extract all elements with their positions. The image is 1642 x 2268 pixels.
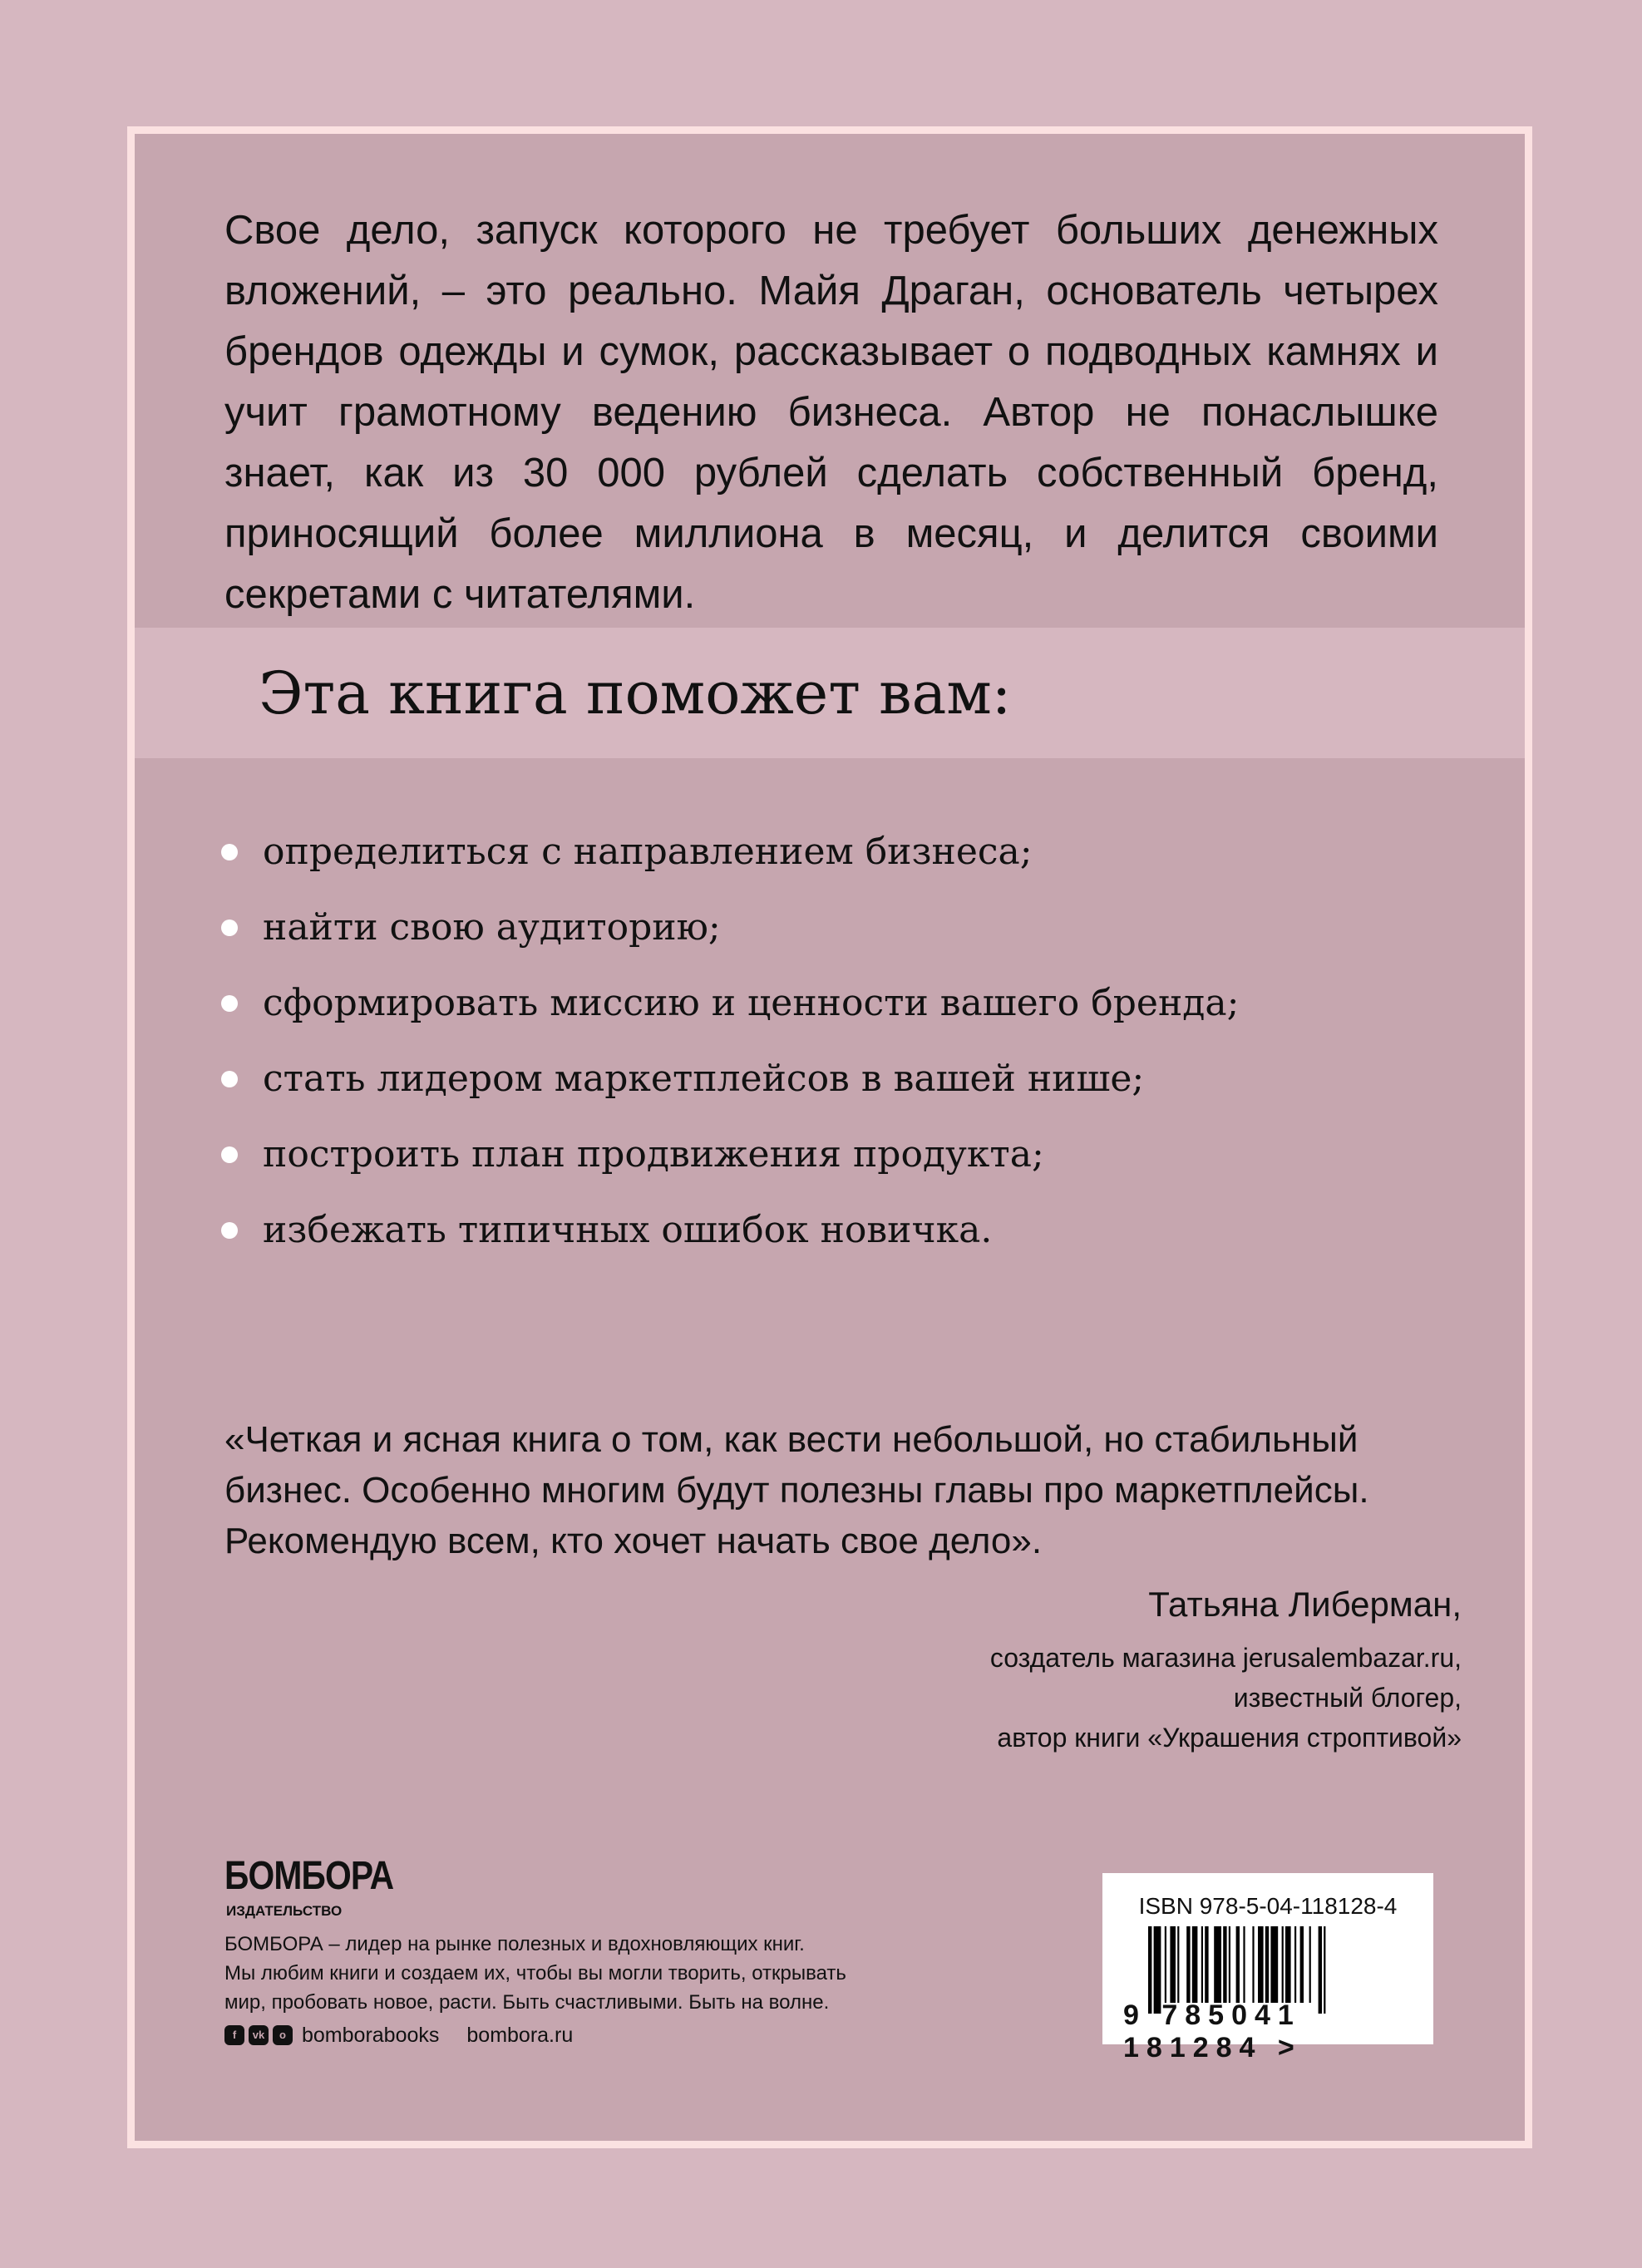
benefits-heading: Эта книга поможет вам: — [259, 659, 1012, 727]
bullet-icon — [221, 844, 238, 860]
barcode-bar — [1186, 1926, 1190, 2003]
barcode-bar — [1265, 1926, 1269, 2003]
credential-line: создатель магазина jerusalembazar.ru, — [989, 1643, 1462, 1673]
barcode-bar — [1223, 1926, 1226, 2003]
barcode-bar — [1252, 1926, 1254, 2003]
facebook-icon[interactable]: f — [224, 2025, 244, 2045]
barcode-bar — [1201, 1926, 1203, 2003]
description: Свое дело, запуск которого не требует больших денежных вложений, – это реально. Майя Драган, основатель четырех брендов одежды и сумок, рассказывает о подводных камнях и учит грамотному ведению бизнеса. Автор не понаслышке знает, как из 30 000 рублей сделать собственный бренд, приносящий более миллиона в месяц, и делится своими секретами с читателями. — [224, 208, 1438, 617]
publisher-line: мир, пробовать новое, расти. Быть счастливыми. Быть на волне. — [224, 1991, 830, 2014]
barcode-bar — [1177, 1926, 1179, 2003]
publisher-logo-sub: ИЗДАТЕЛЬСТВО — [226, 1903, 343, 1919]
barcode-bar — [1236, 1926, 1240, 2003]
barcode-bar — [1300, 1926, 1304, 2003]
barcode-bar — [1214, 1926, 1221, 2003]
instagram-icon[interactable]: o — [273, 2025, 293, 2045]
list-item — [221, 1117, 1239, 1192]
barcode-bar — [1285, 1926, 1291, 2003]
barcode-bar — [1170, 1926, 1176, 2003]
cover-frame — [127, 126, 1532, 2148]
credential-line: известный блогер, — [1233, 1683, 1462, 1713]
barcode-bar — [1243, 1926, 1245, 2003]
list-item — [221, 890, 1239, 965]
list-item-text: найти свою аудиторию; — [263, 906, 721, 949]
bullet-icon — [221, 1071, 238, 1087]
list-item — [221, 1192, 1239, 1268]
review-author: Татьяна Либерман, — [1148, 1585, 1462, 1624]
bullet-icon — [221, 920, 238, 936]
list-item-text: определиться с направлением бизнеса; — [263, 831, 1033, 873]
barcode-bar — [1282, 1926, 1284, 2003]
list-item — [221, 1041, 1239, 1117]
isbn-barcode — [1102, 1873, 1433, 2063]
benefits-list — [221, 814, 1239, 1268]
list-item-text: стать лидером маркетплейсов в вашей нише; — [263, 1058, 1145, 1100]
barcode-bar — [1309, 1926, 1311, 2003]
list-item-text: построить план продвижения продукта; — [263, 1133, 1044, 1176]
barcode-bar — [1165, 1926, 1166, 2003]
publisher-line: Мы любим книги и создаем их, чтобы вы могли творить, открывать — [224, 1962, 846, 1984]
list-item-text: избежать типичных ошибок новичка. — [263, 1209, 993, 1251]
list-item — [221, 965, 1239, 1041]
list-item — [221, 814, 1239, 890]
review-quote: «Четкая и ясная книга о том, как вести небольшой, но стабильный бизнес. Особенно многим будут полезны главы про маркетплейсы. Рекомендую всем, кто хочет начать свое дело». — [224, 1419, 1369, 1561]
bullet-icon — [221, 1146, 238, 1163]
publisher-description — [224, 1930, 846, 2017]
publisher-line: БОМБОРА – лидер на рынке полезных и вдохновляющих книг. — [224, 1933, 805, 1955]
barcode-bar — [1294, 1926, 1296, 2003]
barcode-digits: 9 785041 181284 > — [1123, 1999, 1302, 2063]
review-block — [224, 1414, 1462, 1758]
list-item-text: сформировать миссию и ценности вашего бренда; — [263, 982, 1240, 1024]
bullet-icon — [221, 995, 238, 1012]
barcode-bar — [1205, 1926, 1208, 2003]
social-handle[interactable]: bomborabooks — [302, 2024, 440, 2047]
website-link[interactable]: bombora.ru — [466, 2024, 574, 2047]
review-credentials — [990, 1638, 1462, 1758]
barcode-bar — [1229, 1926, 1230, 2003]
bullet-icon — [221, 1222, 238, 1239]
benefits-band — [135, 628, 1525, 758]
barcode-bar — [1270, 1926, 1278, 2003]
isbn-text: ISBN 978-5-04-118128-4 — [1138, 1893, 1398, 1919]
barcode-bar — [1192, 1926, 1198, 2003]
publisher-logo: БОМБОРА — [224, 1854, 394, 1898]
vk-icon[interactable]: vk — [249, 2025, 269, 2045]
barcode-bar — [1258, 1926, 1264, 2003]
social-links — [224, 2023, 573, 2048]
credential-line: автор книги «Украшения строптивой» — [997, 1723, 1462, 1753]
